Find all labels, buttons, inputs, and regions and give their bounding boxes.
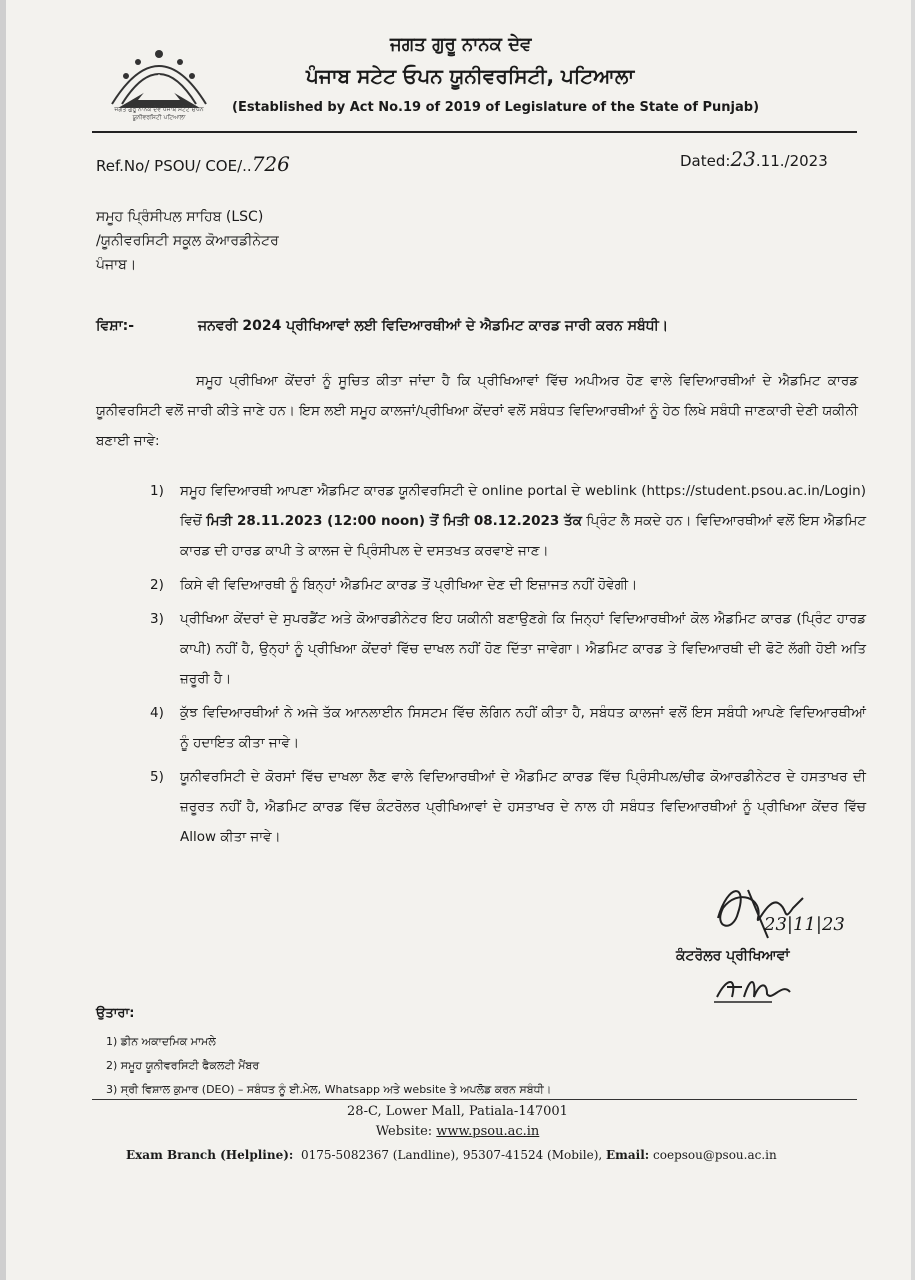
list-item-number: 5) bbox=[150, 769, 164, 785]
list-item-date-range: ਮਿਤੀ 28.11.2023 (12:00 noon) ਤੋਂ ਮਿਤੀ 08.12.2023 ਤੱਕ bbox=[206, 513, 582, 529]
dated-day-handwritten: 23 bbox=[730, 147, 756, 171]
reference-number bbox=[96, 152, 290, 176]
list-item-number: 1) bbox=[150, 483, 164, 499]
footer-address: 28-C, Lower Mall, Patiala-147001 bbox=[347, 1104, 568, 1119]
list-item-number: 4) bbox=[150, 705, 164, 721]
list-item-text: ਪ੍ਰਿੰਟ ਲੈ ਸਕਦੇ ਹਨ। ਵਿਦਿਆਰਥੀਆਂ ਵਲੋਂ ਇਸ ਐਡਮਿਟ ਕਾਰਡ ਦੀ ਹਾਰਡ ਕਾਪੀ ਤੇ ਕਾਲਜ ਦੇ ਪ੍ਰਿੰਸੀਪਲ ਦੇ ਦਸਤਖਤ ਕਰਵਾਏ ਜਾਣ। bbox=[180, 513, 866, 559]
cc-item: 3) ਸ੍ਰੀ ਵਿਸ਼ਾਲ ਕੁਮਾਰ (DEO) – ਸਬੰਧਤ ਨੂੰ ਈ.ਮੇਲ, Whatsapp ਅਤੇ website ਤੇ ਅਪਲੋਡ ਕਰਨ ਸਬੰਧੀ। bbox=[106, 1083, 552, 1096]
list-item bbox=[150, 476, 866, 566]
addressee-line: /ਯੂਨੀਵਰਸਿਟੀ ਸਕੂਲ ਕੋਆਰਡੀਨੇਟਰ bbox=[96, 233, 279, 249]
footer-website bbox=[0, 1124, 915, 1139]
list-item bbox=[150, 762, 866, 852]
header-title-line1: ਜਗਤ ਗੁਰੂ ਨਾਨਕ ਦੇਵ bbox=[390, 34, 532, 55]
list-item-text: ਸਮੂਹ ਵਿਦਿਆਰਥੀ ਆਪਣਾ ਐਡਮਿਟ ਕਾਰਡ ਯੂਨੀਵਰਸਿਟੀ ਦੇ online portal ਦੇ weblink (https://student.psou.ac.in/Login) ਵਿਚੋਂ bbox=[180, 483, 866, 529]
list-item-text: ਕੁੱਝ ਵਿਦਿਆਰਥੀਆਂ ਨੇ ਅਜੇ ਤੱਕ ਆਨਲਾਈਨ ਸਿਸਟਮ ਵਿੱਚ ਲੋਗਿਨ ਨਹੀਂ ਕੀਤਾ ਹੈ, ਸਬੰਧਤ ਕਾਲਜਾਂ ਵਲੋਂ ਇਸ ਸਬੰਧੀ ਆਪਣੇ ਵਿਦਿਆਰਥੀਆਂ ਨੂੰ ਹਦਾਇਤ ਕੀਤਾ ਜਾਵੇ। bbox=[180, 705, 866, 751]
cc-item: 1) ਡੀਨ ਅਕਾਦਮਿਕ ਮਾਮਲੇ bbox=[106, 1035, 216, 1048]
website-label: Website: bbox=[375, 1124, 437, 1139]
dated-month-year: .11./2023 bbox=[755, 152, 828, 170]
list-item bbox=[150, 570, 866, 600]
email-link[interactable]: coepsou@psou.ac.in bbox=[653, 1148, 777, 1162]
list-item-number: 3) bbox=[150, 611, 164, 627]
intro-paragraph: ਸਮੂਹ ਪ੍ਰੀਖਿਆ ਕੇਂਦਰਾਂ ਨੂੰ ਸੂਚਿਤ ਕੀਤਾ ਜਾਂਦਾ ਹੈ ਕਿ ਪ੍ਰੀਖਿਆਵਾਂ ਵਿੱਚ ਅਪੀਅਰ ਹੋਣ ਵਾਲੇ ਵਿਦਿਆਰਥੀਆਂ ਦੇ ਐਡਮਿਟ ਕਾਰਡ ਯੂਨੀਵਰਸਿਟੀ ਵਲੋਂ ਜਾਰੀ ਕੀਤੇ ਜਾਣੇ ਹਨ। ਇਸ ਲਈ ਸਮੂਹ ਕਾਲਜਾਂ/ਪ੍ਰੀਖਿਆ ਕੇਂਦਰਾਂ ਵਲੋਂ ਸਬੰਧਤ ਵਿਦਿਆਰਥੀਆਂ ਨੂੰ ਹੇਠ ਲਿਖੇ ਸਬੰਧੀ ਜਾਣਕਾਰੀ ਦੇਣੀ ਯਕੀਨੀ ਬਣਾਈ ਜਾਵੇ: bbox=[96, 373, 858, 449]
list-item-text: ਪ੍ਰੀਖਿਆ ਕੇਂਦਰਾਂ ਦੇ ਸੁਪਰਡੈਂਟ ਅਤੇ ਕੋਆਰਡੀਨੇਟਰ ਇਹ ਯਕੀਨੀ ਬਣਾਉਣਗੇ ਕਿ ਜਿਨ੍ਹਾਂ ਵਿਦਿਆਰਥੀਆਂ ਕੋਲ ਐਡਮਿਟ ਕਾਰਡ (ਪ੍ਰਿੰਟ ਹਾਰਡ ਕਾਪੀ) ਨਹੀਂ ਹੈ, ਉਨ੍ਹਾਂ ਨੂੰ ਪ੍ਰੀਖਿਆ ਕੇਂਦਰਾਂ ਵਿੱਚ ਦਾਖਲ ਨਹੀਂ ਹੋਣ ਦਿੱਤਾ ਜਾਵੇਗਾ। ਐਡਮਿਟ ਕਾਰਡ ਤੇ ਵਿਦਿਆਰਥੀ ਦੀ ਫੋਟੋ ਲੱਗੀ ਹੋਈ ਅਤਿ ਜ਼ਰੂਰੀ ਹੈ। bbox=[180, 611, 866, 687]
email-label: Email: bbox=[606, 1148, 650, 1162]
handwritten-initials bbox=[712, 972, 802, 1006]
scan-edge-right bbox=[911, 0, 915, 1280]
list-item-text: ਕਿਸੇ ਵੀ ਵਿਦਿਆਰਥੀ ਨੂੰ ਬਿਨ੍ਹਾਂ ਐਡਮਿਟ ਕਾਰਡ ਤੋਂ ਪ੍ਰੀਖਿਆ ਦੇਣ ਦੀ ਇਜ਼ਾਜਤ ਨਹੀਂ ਹੋਵੇਗੀ। bbox=[180, 577, 638, 593]
header-title-line2: ਪੰਜਾਬ ਸਟੇਟ ਓਪਨ ਯੂਨੀਵਰਸਿਟੀ, ਪਟਿਆਲਾ bbox=[306, 64, 635, 88]
addressee bbox=[96, 205, 279, 277]
header-established: (Established by Act No.19 of 2019 of Legislature of the State of Punjab) bbox=[232, 100, 760, 115]
cc-list bbox=[106, 1030, 551, 1102]
header-divider bbox=[92, 131, 857, 133]
signature-date: 23|11|23 bbox=[764, 914, 845, 935]
list-item-text: ਯੂਨੀਵਰਸਿਟੀ ਦੇ ਕੋਰਸਾਂ ਵਿੱਚ ਦਾਖਲਾ ਲੈਣ ਵਾਲੇ ਵਿਦਿਆਰਥੀਆਂ ਦੇ ਐਡਮਿਟ ਕਾਰਡ ਵਿੱਚ ਪ੍ਰਿੰਸੀਪਲ/ਚੀਫ ਕੋਆਰਡੀਨੇਟਰ ਦੇ ਹਸਤਾਖਰ ਦੀ ਜ਼ਰੂਰਤ ਨਹੀਂ ਹੈ, ਐਡਮਿਟ ਕਾਰਡ ਵਿੱਚ ਕੰਟਰੋਲਰ ਪ੍ਰੀਖਿਆਵਾਂ ਦੇ ਹਸਤਾਖਰ ਦੇ ਨਾਲ ਹੀ ਸਬੰਧਤ ਵਿਦਿਆਰਥੀਆਂ ਨੂੰ ਪ੍ਰੀਖਿਆ ਕੇਂਦਰ ਵਿੱਚ Allow ਕੀਤਾ ਜਾਵੇ। bbox=[180, 769, 866, 845]
dated bbox=[680, 147, 828, 171]
instruction-list bbox=[150, 476, 866, 856]
cc-item: 2) ਸਮੂਹ ਯੂਨੀਵਰਸਿਟੀ ਫੈਕਲਟੀ ਮੈਂਬਰ bbox=[106, 1059, 260, 1072]
handwritten-signature bbox=[708, 878, 838, 948]
ref-number-handwritten: 726 bbox=[251, 152, 290, 176]
signatory-title: ਕੰਟਰੋਲਰ ਪ੍ਰੀਖਿਆਵਾਂ bbox=[676, 948, 790, 964]
ref-label: Ref.No/ PSOU/ COE/.. bbox=[96, 157, 252, 175]
exam-branch-label: Exam Branch (Helpline): bbox=[126, 1148, 294, 1162]
scan-edge-left bbox=[0, 0, 6, 1280]
list-item-number: 2) bbox=[150, 577, 164, 593]
addressee-line: ਸਮੂਹ ਪ੍ਰਿੰਸੀਪਲ ਸਾਹਿਬ (LSC) bbox=[96, 209, 264, 225]
subject-label: ਵਿਸ਼ਾ:- bbox=[96, 318, 135, 334]
website-link[interactable]: www.psou.ac.in bbox=[436, 1124, 540, 1139]
phone-numbers: 0175-5082367 (Landline), 95307-41524 (Mobile), bbox=[300, 1148, 603, 1162]
list-item bbox=[150, 698, 866, 758]
dated-label: Dated: bbox=[680, 152, 731, 170]
footer-divider bbox=[92, 1099, 857, 1100]
subject-text: ਜਨਵਰੀ 2024 ਪ੍ਰੀਖਿਆਵਾਂ ਲਈ ਵਿਦਿਆਰਥੀਆਂ ਦੇ ਐਡਮਿਟ ਕਾਰਡ ਜਾਰੀ ਕਰਨ ਸਬੰਧੀ। bbox=[198, 318, 669, 334]
logo-caption: ਜਗਤ ਗੁਰੂ ਨਾਨਕ ਦੇਵ ਪੰਜਾਬ ਸਟੇਟ ਓਪਨ ਯੂਨੀਵਰਸਿਟੀ ਪਟਿਆਲਾ bbox=[114, 106, 204, 121]
list-item bbox=[150, 604, 866, 694]
cc-label: ਉਤਾਰਾ: bbox=[96, 1006, 135, 1021]
footer-contact bbox=[126, 1148, 777, 1162]
addressee-line: ਪੰਜਾਬ। bbox=[96, 257, 137, 273]
